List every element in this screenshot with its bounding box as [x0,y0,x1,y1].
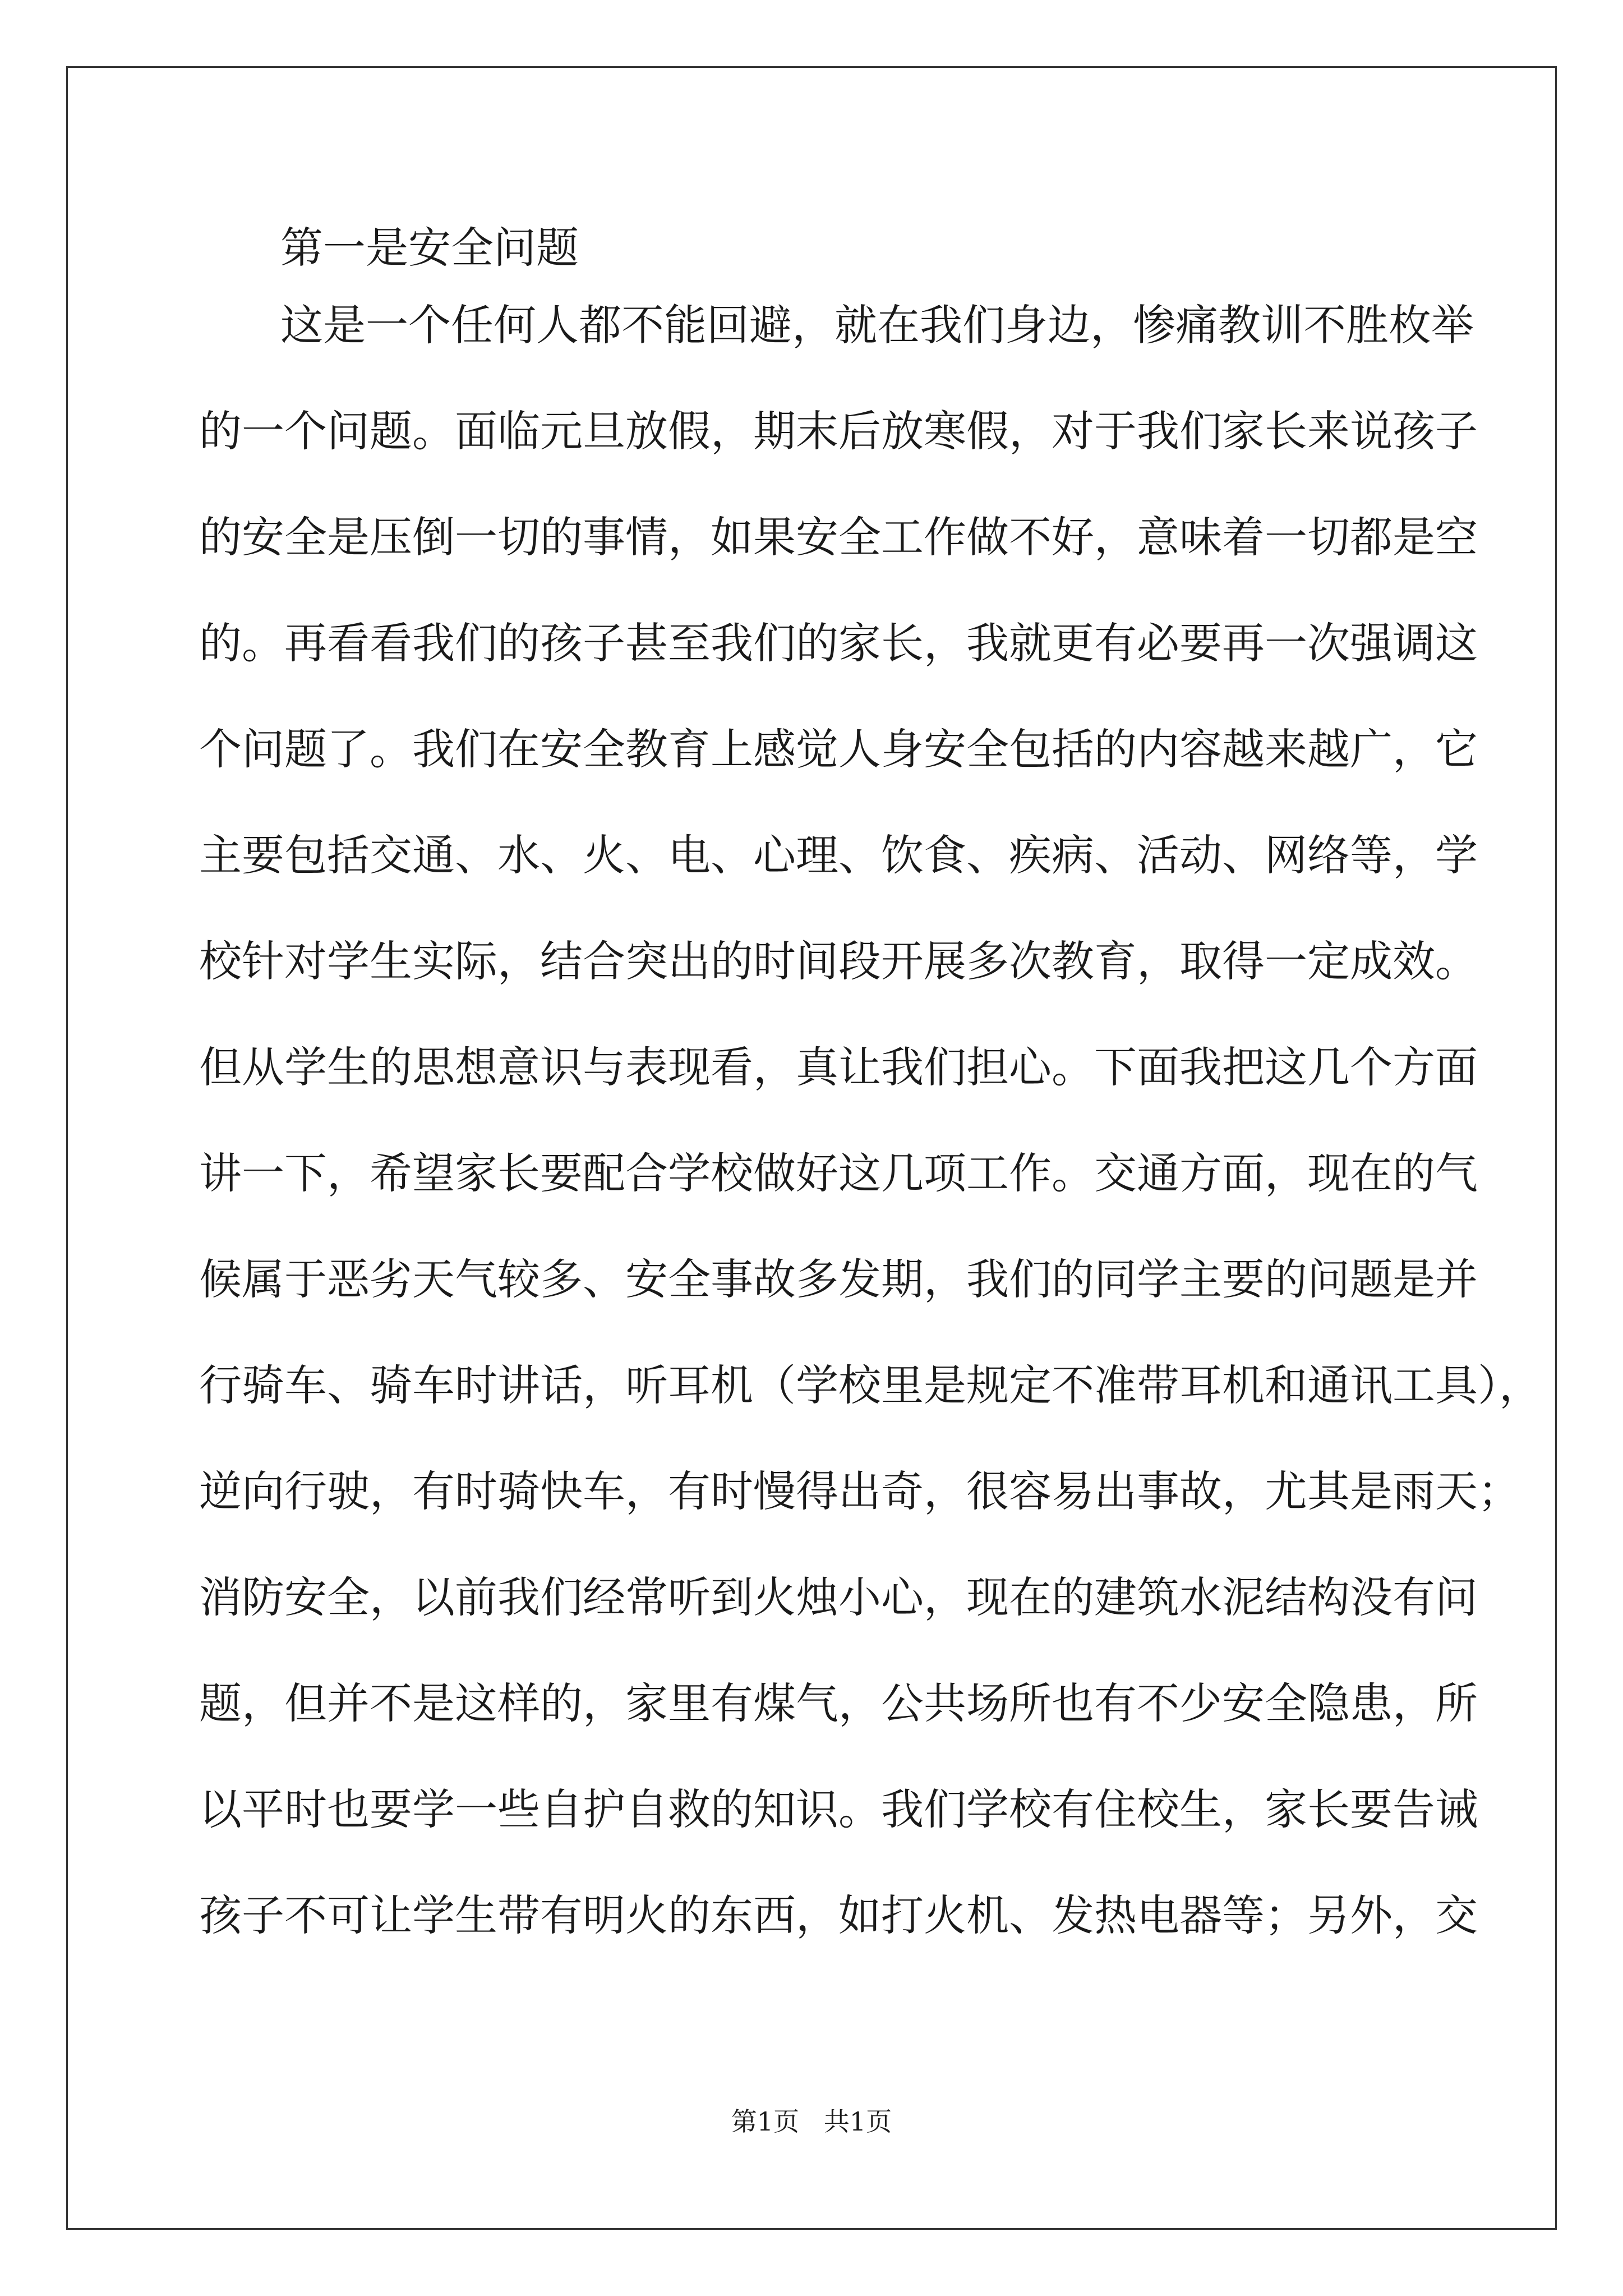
paragraph-line: 行骑车、骑车时讲话，听耳机（学校里是规定不准带耳机和通讯工具）， [199,1360,1542,1410]
paragraph-line: 候属于恶劣天气较多、安全事故多发期，我们的同学主要的问题是并 [199,1254,1478,1304]
paragraph-line: 孩子不可让学生带有明火的东西，如打火机、发热电器等；另外，交 [199,1890,1478,1940]
paragraph-line: 的一个问题。面临元旦放假，期末后放寒假，对于我们家长来说孩子 [199,406,1478,456]
paragraph-line: 的安全是压倒一切的事情，如果安全工作做不好，意味着一切都是空 [199,512,1478,562]
paragraph-line: 消防安全，以前我们经常听到火烛小心，现在的建筑水泥结构没有问 [199,1572,1478,1622]
paragraph-line: 个问题了。我们在安全教育上感觉人身安全包括的内容越来越广，它 [199,724,1478,774]
paragraph-line: 的。再看看我们的孩子甚至我们的家长，我就更有必要再一次强调这 [199,618,1478,668]
paragraph-line: 主要包括交通、水、火、电、心理、饮食、疾病、活动、网络等，学 [199,830,1478,880]
section-heading: 第一是安全问题 [280,223,579,273]
paragraph-line: 题，但并不是这样的，家里有煤气，公共场所也有不少安全隐患，所 [199,1678,1478,1728]
paragraph-line: 讲一下，希望家长要配合学校做好这几项工作。交通方面，现在的气 [199,1148,1478,1198]
page-number-footer: 第1页 共1页 [731,2106,892,2137]
paragraph-line: 校针对学生实际，结合突出的时间段开展多次教育，取得一定成效。 [199,936,1478,986]
body-paragraph [199,297,1542,1994]
paragraph-line: 以平时也要学一些自护自救的知识。我们学校有住校生，家长要告诫 [199,1784,1478,1834]
paragraph-line: 这是一个任何人都不能回避，就在我们身边，惨痛教训不胜枚举 [280,300,1474,350]
paragraph-line: 逆向行驶，有时骑快车，有时慢得出奇，很容易出事故，尤其是雨天； [199,1466,1520,1516]
paragraph-line: 但从学生的思想意识与表现看，真让我们担心。下面我把这几个方面 [199,1042,1478,1092]
